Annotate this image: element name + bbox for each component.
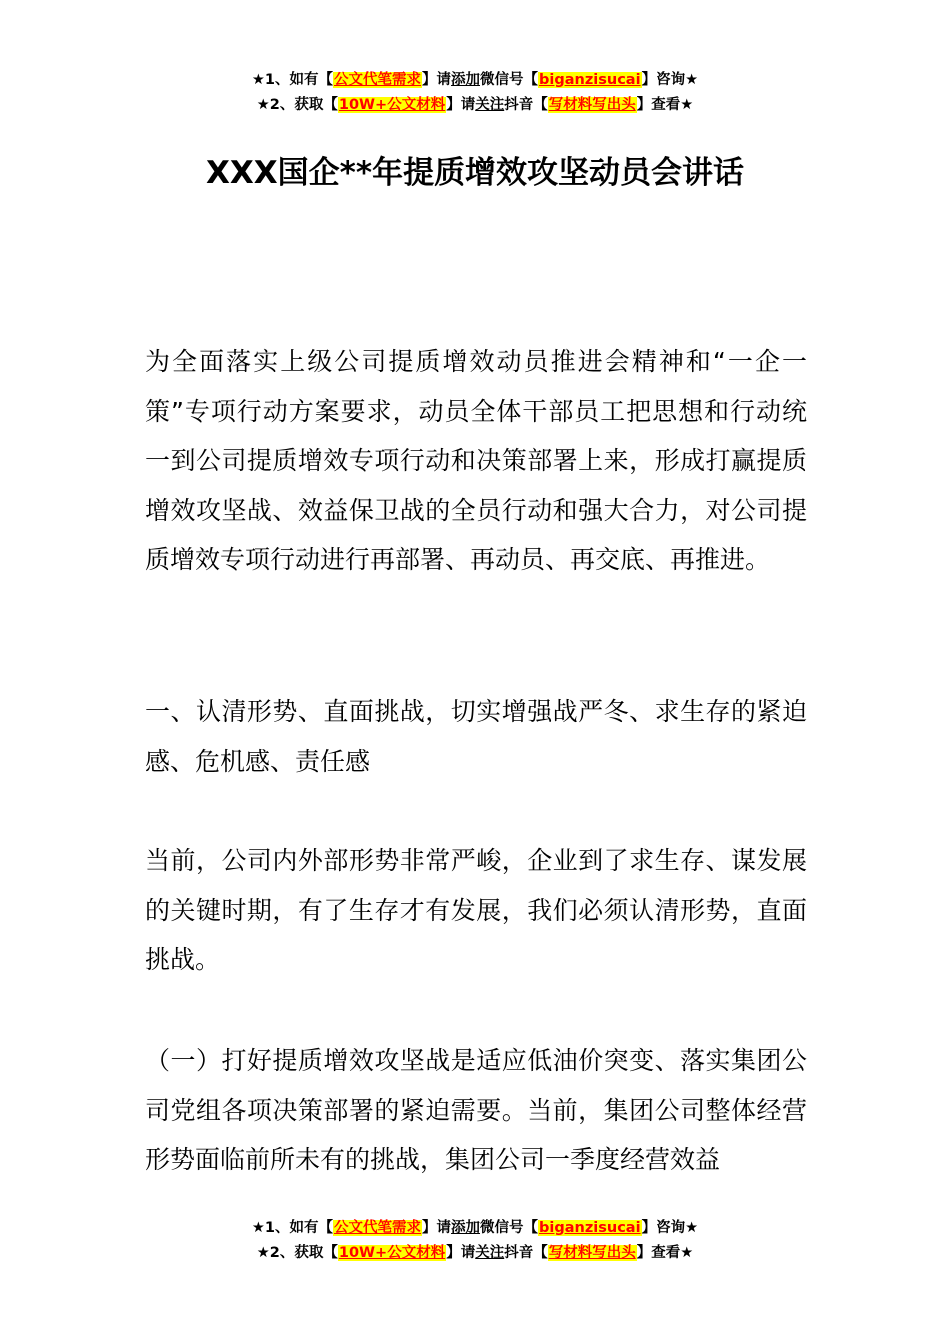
promo-footer: [0, 1216, 950, 1266]
promo-underlined: 添加: [451, 72, 481, 88]
promo-text: ★2、获取【: [256, 97, 338, 113]
promo-highlight-service: 公文代笔需求: [334, 1220, 422, 1236]
promo-text: 】咨询★: [641, 72, 699, 88]
promo-highlight-wechat-id: biganzisucai: [539, 1220, 641, 1236]
promo-text: 】请: [446, 1245, 476, 1261]
promo-underlined: 关注: [475, 1245, 505, 1261]
promo-line-1: [0, 68, 950, 93]
promo-text: ★1、如有【: [251, 72, 334, 88]
paragraph-situation: 当前，公司内外部形势非常严峻，企业到了求生存、谋发展的关键时期，有了生存才有发展，我们必须认清形势，直面挑战。: [145, 846, 807, 974]
promo-underlined: 添加: [451, 1220, 481, 1236]
promo-text: 】请: [422, 72, 452, 88]
promo-text: 抖音【: [504, 97, 548, 113]
paragraph-intro: 为全面落实上级公司提质增效动员推进会精神和“一企一策”专项行动方案要求，动员全体干部员工把思想和行动统一到公司提质增效专项行动和决策部署上来，形成打赢提质增效攻坚战、效益保卫战的全员行动和强大合力，对公司提质增效专项行动进行再部署、再动员、再交底、再推进。: [145, 347, 807, 574]
document-title: XXX国企**年提质增效攻坚动员会讲话: [205, 155, 745, 191]
promo-text: ★1、如有【: [251, 1220, 334, 1236]
promo-text: 微信号【: [480, 72, 539, 88]
promo-text: 】查看★: [636, 97, 694, 113]
promo-underlined: 关注: [475, 97, 505, 113]
promo-line-2: [0, 93, 950, 118]
promo-text: 微信号【: [480, 1220, 539, 1236]
promo-line-2: [0, 1241, 950, 1266]
section-heading-1: 一、认清形势、直面挑战，切实增强战严冬、求生存的紧迫感、危机感、责任感: [145, 697, 807, 776]
promo-highlight-service: 公文代笔需求: [334, 72, 422, 88]
promo-highlight-materials: 10W+公文材料: [338, 97, 446, 113]
promo-header: [0, 68, 950, 118]
promo-text: 】咨询★: [641, 1220, 699, 1236]
promo-highlight-wechat-id: biganzisucai: [539, 72, 641, 88]
promo-highlight-douyin: 写材料写出头: [548, 97, 636, 113]
promo-text: 】查看★: [636, 1245, 694, 1261]
promo-highlight-materials: 10W+公文材料: [338, 1245, 446, 1261]
paragraph-subsection-1: （一）打好提质增效攻坚战是适应低油价突变、落实集团公司党组各项决策部署的紧迫需要。当前，集团公司整体经营形势面临前所未有的挑战，集团公司一季度经营效益: [145, 1046, 807, 1174]
promo-text: 抖音【: [504, 1245, 548, 1261]
promo-highlight-douyin: 写材料写出头: [548, 1245, 636, 1261]
promo-text: 】请: [422, 1220, 452, 1236]
promo-text: 】请: [446, 97, 476, 113]
promo-text: ★2、获取【: [256, 1245, 338, 1261]
promo-line-1: [0, 1216, 950, 1241]
